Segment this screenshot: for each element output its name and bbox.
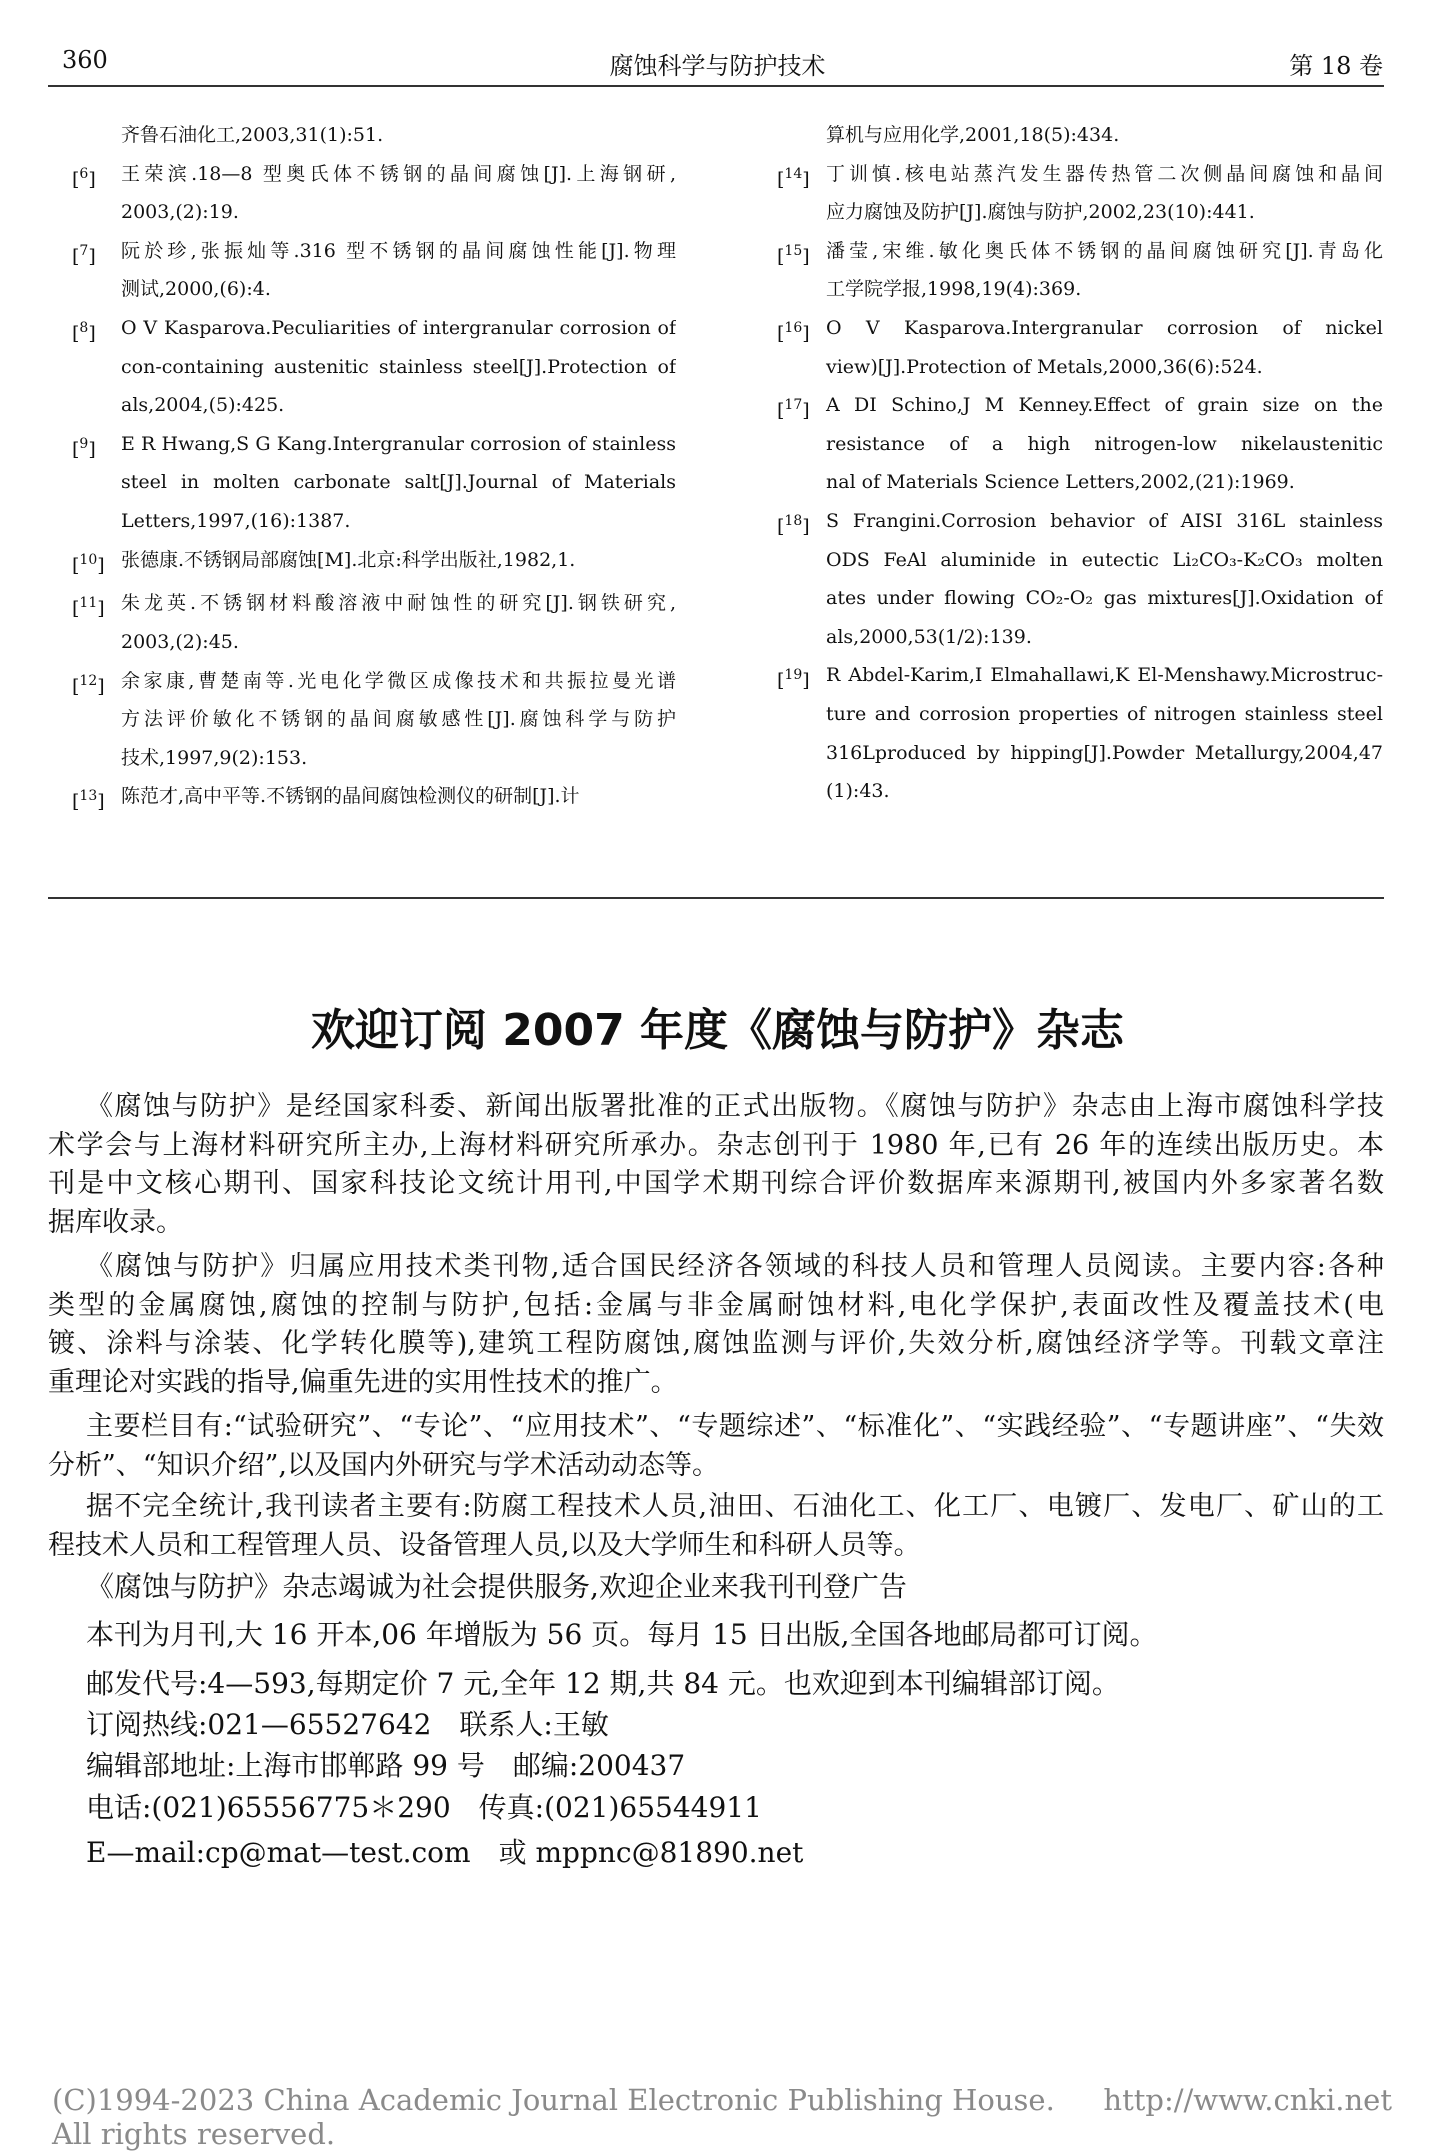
page-number: 360	[62, 46, 108, 74]
reference-line	[72, 662, 676, 701]
reference-line	[72, 232, 676, 271]
ad-line: 订阅热线:021—65527642 联系人:王敏	[86, 1708, 609, 1741]
ad-line: 类型的金属腐蚀,腐蚀的控制与防护,包括:金属与非金属耐蚀材料,电化学保护,表面改性及覆盖技术(电	[48, 1289, 1384, 1321]
reference-item	[72, 425, 676, 541]
reference-line: con-containing austenitic stainless steel[J].Protection of	[121, 355, 676, 378]
ad-paragraph	[48, 1662, 1384, 1701]
ad-line: 《腐蚀与防护》是经国家科委、新闻出版署批准的正式出版物。《腐蚀与防护》杂志由上海市腐蚀科学技	[86, 1091, 1384, 1122]
ad-line: 刊是中文核心期刊、国家科技论文统计用刊,中国学术期刊综合评价数据库来源期刊,被国内外多家著名数	[48, 1168, 1384, 1200]
ad-line: 据库收录。	[48, 1206, 183, 1238]
reference-text: 潘莹,宋维.敏化奥氏体不锈钢的晶间腐蚀研究[J].青岛化	[826, 239, 1383, 262]
reference-line	[777, 656, 1383, 695]
ad-line: 电话:(021)65556775＊290 传真:(021)65544911	[86, 1791, 762, 1824]
reference-line: nal of Materials Science Letters,2002,(21):1969.	[826, 471, 1295, 494]
ad-title: 欢迎订阅 2007 年度《腐蚀与防护》杂志	[310, 1005, 1125, 1056]
ad-line: 本刊为月刊,大 16 开本,06 年增版为 56 页。每月 15 日出版,全国各地邮局都可订阅。	[86, 1618, 1158, 1651]
reference-line	[777, 155, 1383, 194]
ad-line: 程技术人员和工程管理人员、设备管理人员,以及大学师生和科研人员等。	[48, 1529, 921, 1561]
reference-line: resistance of a high nitrogen-low nikelaustenitic	[826, 432, 1383, 455]
reference-line	[72, 777, 676, 821]
reference-text: 丁训慎.核电站蒸汽发生器传热管二次侧晶间腐蚀和晶间	[826, 162, 1383, 185]
reference-text: O V Kasparova.Intergranular corrosion of nickel	[826, 316, 1383, 339]
reference-line: 算机与应用化学,2001,18(5):434.	[826, 124, 1120, 146]
reference-number: [$^6$]	[72, 165, 96, 190]
ad-line: 编辑部地址:上海市邯郸路 99 号 邮编:200437	[86, 1749, 686, 1782]
reference-item	[72, 662, 676, 778]
reference-line: 技术,1997,9(2):153.	[121, 746, 308, 769]
reference-number: [$^8$]	[72, 319, 96, 345]
reference-line	[72, 584, 676, 623]
reference-line: ture and corrosion properties of nitrogen stainless steel	[826, 702, 1383, 725]
reference-text: 王荣滨.18—8 型奥氏体不锈钢的晶间腐蚀[J].上海钢研,	[121, 162, 676, 185]
reference-number: [$^{14}$]	[777, 165, 810, 190]
reference-number: [$^{13}$]	[72, 788, 105, 813]
reference-text: 朱龙英.不锈钢材料酸溶液中耐蚀性的研究[J].钢铁研究,	[121, 592, 676, 615]
ad-line: 主要栏目有:“试验研究”、“专论”、“应用技术”、“专题综述”、“标准化”、“实践经验”、“专题讲座”、“失效	[86, 1411, 1384, 1442]
header-rule	[48, 85, 1384, 87]
reference-item	[777, 155, 1383, 232]
ad-line: 《腐蚀与防护》归属应用技术类刊物,适合国民经济各领域的科技人员和管理人员阅读。主要内容:各种	[86, 1251, 1384, 1282]
reference-text: A DI Schino,J M Kenney.Effect of grain size on the	[826, 394, 1383, 417]
reference-line: ODS FeAl aluminide in eutectic Li₂CO₃-K₂CO₃ molten	[826, 548, 1383, 571]
ad-paragraph	[48, 1088, 1384, 1242]
reference-item	[777, 232, 1383, 309]
ad-paragraph	[48, 1786, 1384, 1825]
ad-line: 镀、涂料与涂装、化学转化膜等),建筑工程防腐蚀,腐蚀监测与评价,失效分析,腐蚀经济学等。刊载文章注	[48, 1328, 1384, 1360]
ad-paragraph	[48, 1831, 1384, 1870]
reference-text: R Abdel-Karim,I Elmahallawi,K El-Menshawy.Microstruc-	[826, 664, 1383, 687]
reference-line: 测试,2000,(6):4.	[121, 278, 271, 301]
reference-number: [$^{15}$]	[777, 242, 810, 268]
ad-paragraph	[48, 1565, 1384, 1604]
ad-line: E—mail:cp@mat—test.com 或 mppnc@81890.net	[86, 1836, 804, 1869]
reference-text: 余家康,曹楚南等.光电化学微区成像技术和共振拉曼光谱	[121, 669, 676, 692]
reference-line: 方法评价敏化不锈钢的晶间腐敏感性[J].腐蚀科学与防护	[121, 708, 676, 731]
reference-text: S Frangini.Corrosion behavior of AISI 316L stainless	[826, 509, 1383, 532]
reference-item	[72, 232, 676, 309]
reference-item	[72, 584, 676, 661]
reference-number: [$^{17}$]	[777, 397, 810, 422]
section-divider	[48, 897, 1384, 899]
reference-number: [$^9$]	[72, 435, 96, 461]
reference-line: 2003,(2):19.	[121, 201, 239, 224]
ad-line: 重理论对实践的指导,偏重先进的实用性技术的推广。	[48, 1366, 678, 1398]
reference-line	[72, 309, 676, 348]
reference-item	[72, 309, 676, 425]
reference-line	[777, 502, 1383, 541]
reference-line: ates under flowing CO₂-O₂ gas mixtures[J].Oxidation of	[826, 587, 1383, 610]
reference-line	[72, 541, 676, 585]
reference-text: 陈范才,高中平等.不锈钢的晶间腐蚀检测仪的研制[J].计	[121, 785, 580, 808]
reference-number: [$^{18}$]	[777, 512, 810, 538]
reference-line	[777, 309, 1383, 348]
ad-line: 据不完全统计,我刊读者主要有:防腐工程技术人员,油田、石油化工、化工厂、电镀厂、发电厂、矿山的工	[86, 1491, 1384, 1522]
reference-item	[777, 502, 1383, 656]
ad-paragraph	[48, 1488, 1384, 1565]
reference-line	[72, 155, 676, 194]
reference-line: als,2004,(5):425.	[121, 394, 285, 417]
reference-line: 工学院学报,1998,19(4):369.	[826, 278, 1082, 301]
ad-paragraph	[48, 1248, 1384, 1402]
reference-line: als,2000,53(1/2):139.	[826, 625, 1032, 648]
reference-number: [$^7$]	[72, 242, 96, 268]
reference-number: [$^{12}$]	[72, 672, 105, 697]
reference-text: O V Kasparova.Peculiarities of intergranular corrosion of	[121, 316, 676, 339]
reference-item	[72, 541, 676, 585]
reference-line	[777, 232, 1383, 271]
ad-line: 分析”、“知识介绍”,以及国内外研究与学术活动动态等。	[48, 1449, 719, 1481]
reference-item	[777, 116, 1383, 155]
journal-title: 腐蚀科学与防护技术	[609, 52, 826, 80]
reference-item	[72, 155, 676, 232]
reference-item	[777, 386, 1383, 502]
ad-line: 术学会与上海材料研究所主办,上海材料研究所承办。杂志创刊于 1980 年,已有 26 年的连续出版历史。本	[48, 1129, 1385, 1161]
ad-line: 《腐蚀与防护》杂志竭诚为社会提供服务,欢迎企业来我刊刊登广告	[86, 1570, 907, 1603]
reference-text: 阮於珍,张振灿等.316 型不锈钢的晶间腐蚀性能[J].物理	[121, 239, 676, 262]
ad-line: 邮发代号:4—593,每期定价 7 元,全年 12 期,共 84 元。也欢迎到本刊编辑部订阅。	[86, 1667, 1120, 1700]
reference-line	[777, 386, 1383, 425]
cnki-link[interactable]: http://www.cnki.net	[1103, 2083, 1392, 2117]
ad-paragraph	[48, 1408, 1384, 1485]
reference-number: [$^{11}$]	[72, 595, 105, 620]
reference-item	[72, 777, 676, 821]
references-left-column	[72, 116, 676, 821]
reference-number: [$^{10}$]	[72, 551, 105, 576]
references-right-column	[777, 116, 1383, 811]
copyright-text: (C)1994-2023 China Academic Journal Electronic Publishing House. All rights reserved.	[52, 2083, 1055, 2151]
reference-line: Letters,1997,(16):1387.	[121, 509, 351, 532]
footer	[52, 2083, 1392, 2151]
ad-paragraph	[48, 1613, 1384, 1652]
ad-paragraph	[48, 1703, 1384, 1742]
reference-number: [$^{16}$]	[777, 319, 810, 345]
reference-line: steel in molten carbonate salt[J].Journal of Materials	[121, 471, 676, 494]
reference-item	[72, 116, 676, 155]
reference-item	[777, 656, 1383, 810]
ad-paragraph	[48, 1744, 1384, 1783]
reference-line: 2003,(2):45.	[121, 631, 239, 654]
reference-text: 张德康.不锈钢局部腐蚀[M].北京:科学出版社,1982,1.	[121, 548, 576, 571]
reference-line: 应力腐蚀及防护[J].腐蚀与防护,2002,23(10):441.	[826, 201, 1255, 224]
reference-line: (1):43.	[826, 780, 890, 803]
reference-line	[72, 425, 676, 464]
reference-number: [$^{19}$]	[777, 667, 810, 692]
reference-line: 齐鲁石油化工,2003,31(1):51.	[121, 124, 384, 146]
reference-item	[777, 309, 1383, 386]
reference-text: E R Hwang,S G Kang.Intergranular corrosion of stainless	[121, 432, 676, 455]
reference-line: 316Lproduced by hipping[J].Powder Metallurgy,2004,47	[826, 741, 1383, 764]
reference-line: view)[J].Protection of Metals,2000,36(6):524.	[826, 355, 1263, 378]
volume-label: 第 18 卷	[1289, 52, 1383, 80]
